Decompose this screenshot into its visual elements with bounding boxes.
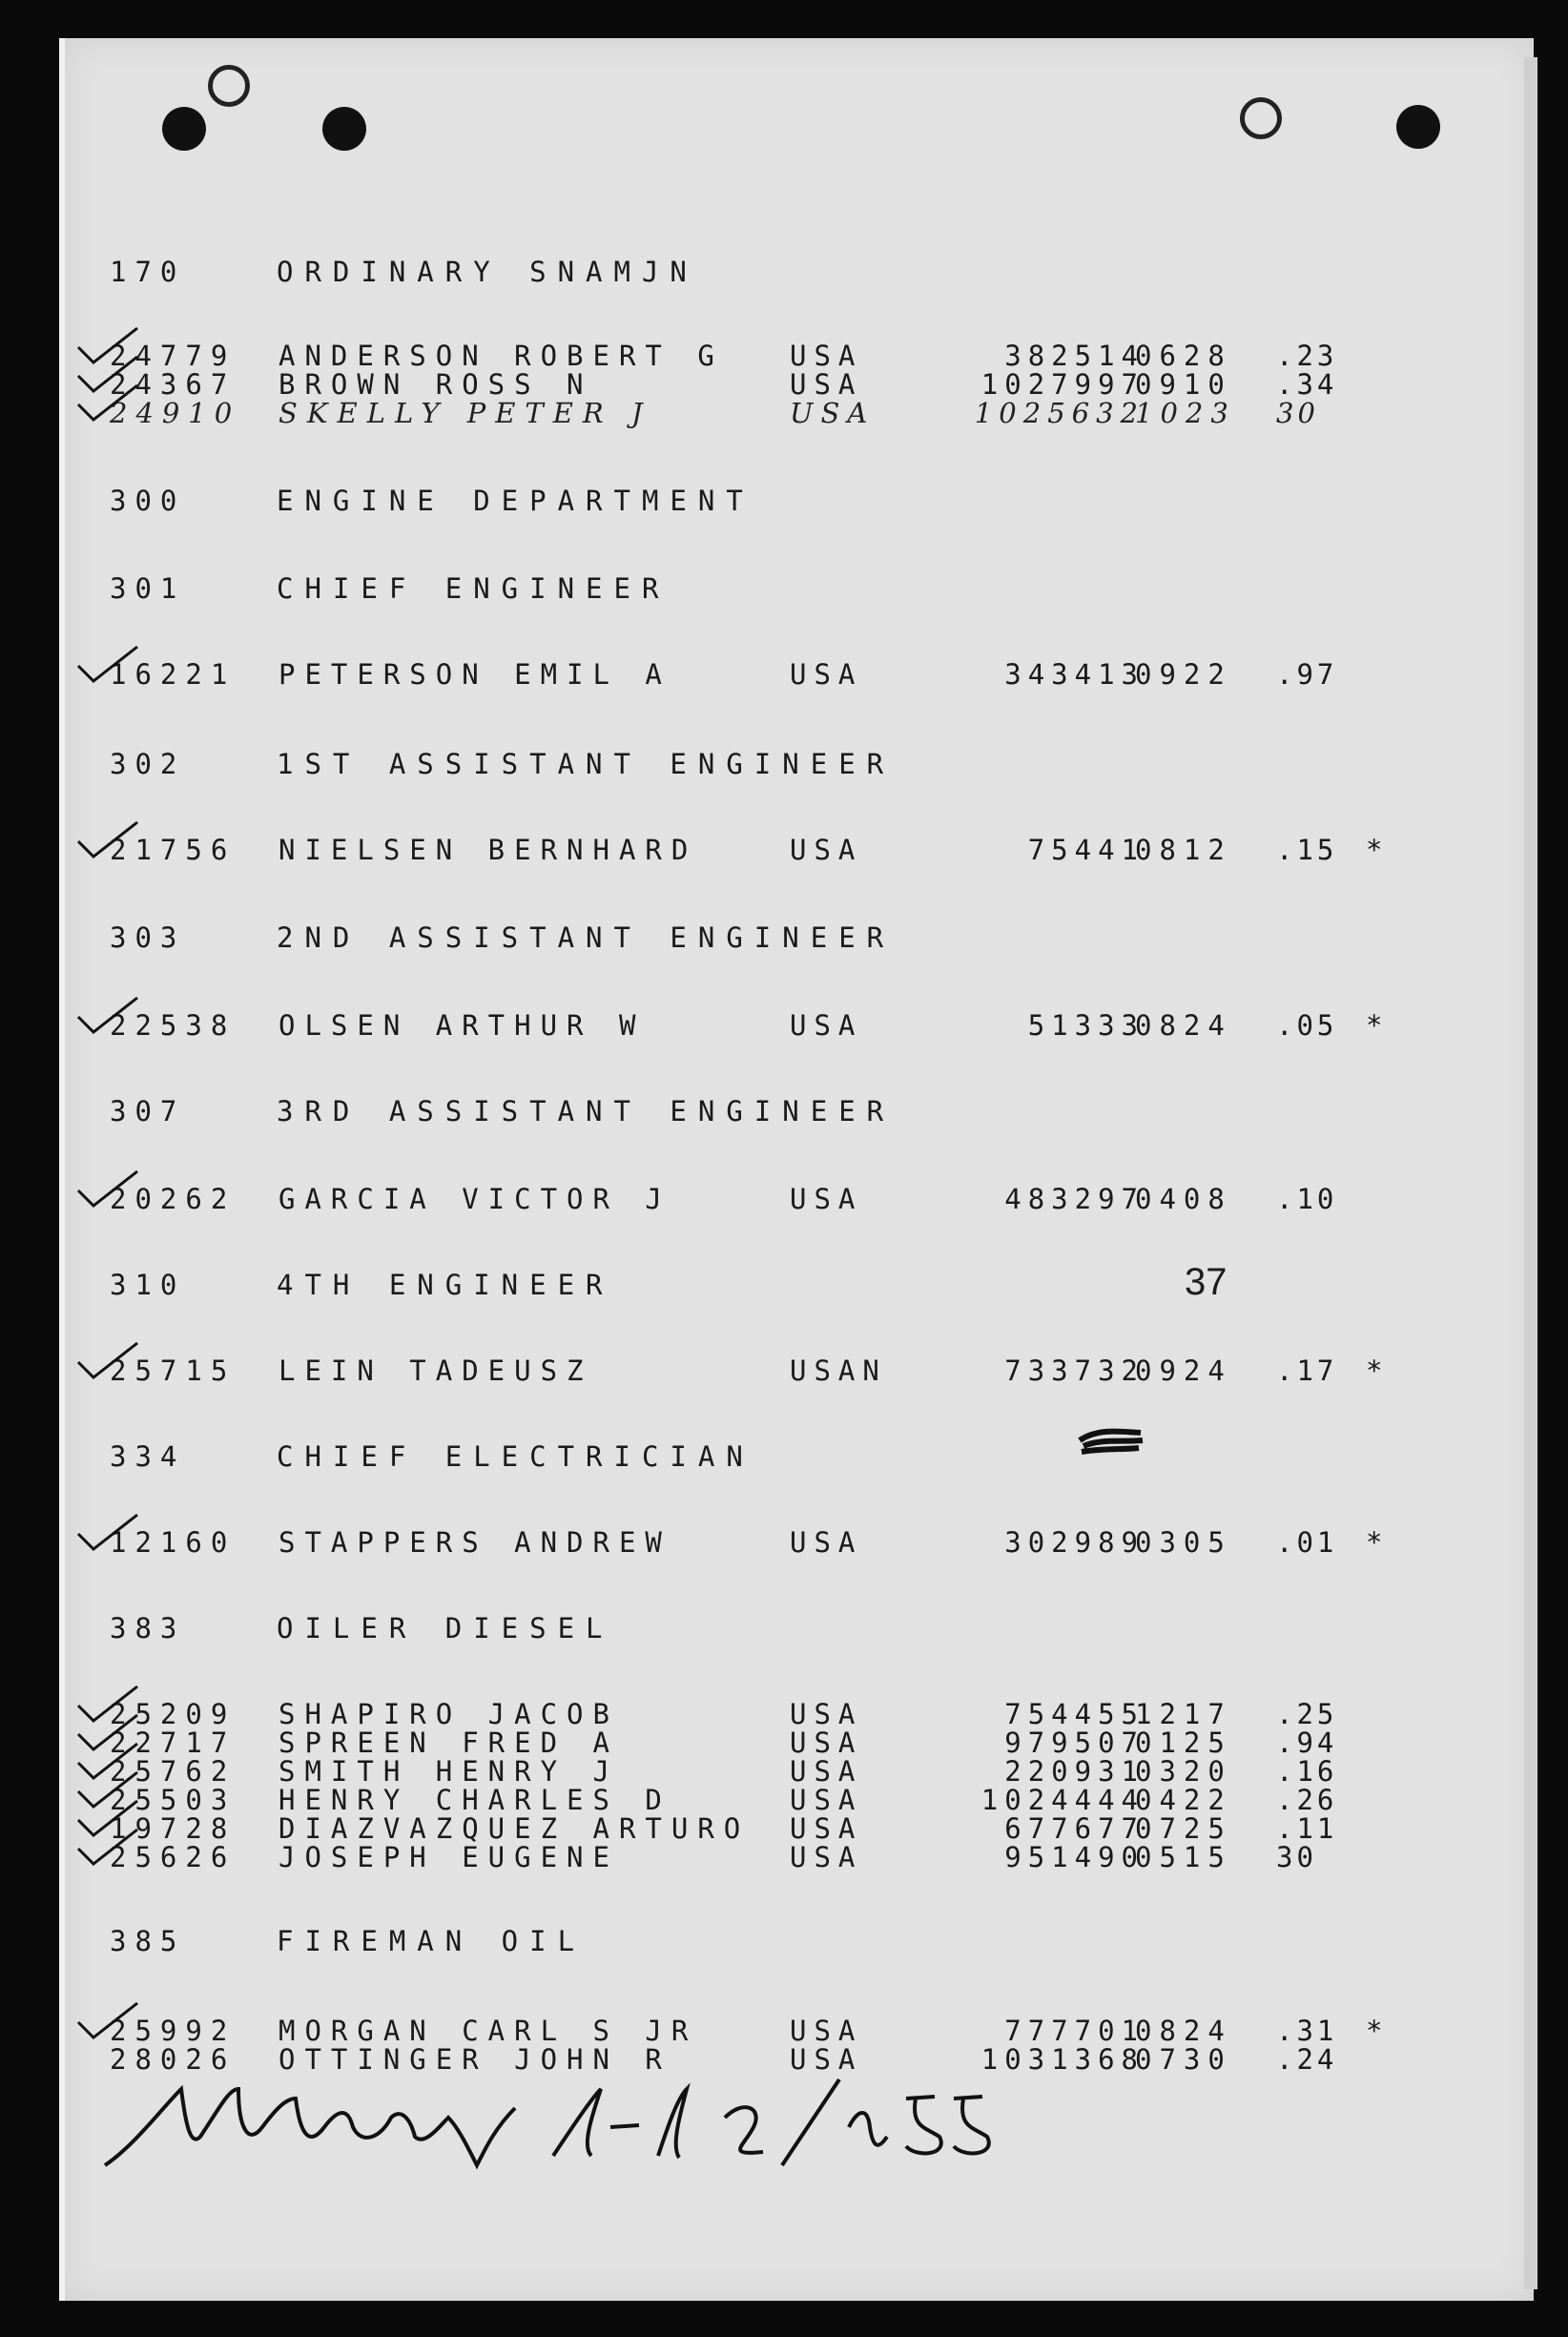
section-header (0, 748, 1469, 786)
crew-document-number: 677677 (1004, 1812, 1145, 1845)
crew-document-number: 1031368 (980, 2043, 1145, 2076)
crew-name: SHAPIRO JACOB (279, 1698, 619, 1730)
crew-citizenship: USA (790, 1727, 863, 1759)
crew-rate: .97 (1276, 658, 1338, 691)
page-number: 37 (1185, 1261, 1228, 1303)
crew-name: DIAZVAZQUEZ ARTURO (279, 1812, 751, 1845)
section-header (0, 1269, 1469, 1307)
section-title: CHIEF ELECTRICIAN (277, 1440, 754, 1473)
crew-row (0, 1355, 1469, 1393)
section-code: 300 (110, 485, 186, 517)
section-code: 385 (110, 1925, 186, 1957)
crew-name: NIELSEN BERNHARD (279, 834, 698, 866)
section-title: 2ND ASSISTANT ENGINEER (277, 921, 896, 954)
crew-flag: * (1366, 2015, 1383, 2047)
paper-edge (1524, 57, 1537, 2289)
crew-citizenship: USA (790, 1784, 863, 1816)
crew-citizenship: USA (790, 1755, 863, 1788)
crew-date: 0320 (1135, 1755, 1232, 1788)
section-header (0, 256, 1469, 294)
section-title: OILER DIESEL (277, 1612, 614, 1644)
crew-citizenship: USA (790, 1841, 863, 1873)
crew-citizenship: USA (790, 1183, 863, 1215)
crew-date: 0515 (1135, 1841, 1232, 1873)
crew-document-number: 343413 (1004, 658, 1145, 691)
crew-document-number: 1025632 (974, 397, 1145, 429)
crew-name: PETERSON EMIL A (279, 658, 671, 691)
crew-id: 25626 (110, 1841, 237, 1873)
punch-hole (208, 65, 250, 107)
crew-date: 0408 (1135, 1183, 1232, 1215)
crew-name: STAPPERS ANDREW (279, 1526, 671, 1559)
crew-flag: * (1366, 1355, 1383, 1387)
crew-document-number: 733732 (1004, 1355, 1145, 1387)
crew-citizenship: USA (790, 1526, 863, 1559)
crew-flag: * (1366, 1009, 1383, 1042)
crew-name: JOSEPH EUGENE (279, 1841, 619, 1873)
crew-rate: .01 (1276, 1526, 1338, 1559)
crew-date: 0125 (1135, 1727, 1232, 1759)
crew-date: 0730 (1135, 2043, 1232, 2076)
crew-rate: .15 (1276, 834, 1338, 866)
crew-citizenship: USA (790, 2015, 863, 2047)
crew-rate: 30 (1276, 397, 1319, 429)
crew-document-number: 220931 (1004, 1755, 1145, 1788)
crew-document-number: 483297 (1004, 1183, 1145, 1215)
crew-name: LEIN TADEUSZ (279, 1355, 593, 1387)
crew-name: OLSEN ARTHUR W (279, 1009, 646, 1042)
section-code: 170 (110, 256, 186, 288)
crew-date: 0628 (1135, 340, 1232, 372)
crew-id: 25715 (110, 1355, 237, 1387)
section-title: ENGINE DEPARTMENT (277, 485, 754, 517)
crew-citizenship: USAN (790, 1355, 887, 1387)
section-header (0, 1440, 1469, 1479)
crew-citizenship: USA (790, 1009, 863, 1042)
crew-id: 22717 (110, 1727, 237, 1759)
crew-id: 28026 (110, 2043, 237, 2076)
crew-document-number: 951490 (1004, 1841, 1145, 1873)
crew-date: 1023 (1135, 397, 1236, 429)
crew-id: 20262 (110, 1183, 237, 1215)
crew-rate: .11 (1276, 1812, 1338, 1845)
crew-id: 25992 (110, 2015, 237, 2047)
section-title: FIREMAN OIL (277, 1925, 587, 1957)
crew-rate: .24 (1276, 2043, 1338, 2076)
section-code: 303 (110, 921, 186, 954)
ink-scribble (1078, 1419, 1145, 1458)
crew-row (0, 1841, 1469, 1879)
section-header (0, 921, 1469, 960)
crew-date: 0924 (1135, 1355, 1232, 1387)
section-code: 307 (110, 1095, 186, 1127)
crew-document-number: 75441 (1027, 834, 1145, 866)
crew-id: 25209 (110, 1698, 237, 1730)
crew-name: GARCIA VICTOR J (279, 1183, 671, 1215)
crew-citizenship: USA (790, 368, 863, 401)
crew-name: ANDERSON ROBERT G (279, 340, 724, 372)
crew-date: 0922 (1135, 658, 1232, 691)
crew-id: 19728 (110, 1812, 237, 1845)
section-header (0, 1925, 1469, 1963)
section-code: 334 (110, 1440, 186, 1473)
section-title: CHIEF ENGINEER (277, 572, 671, 605)
crew-rate: .26 (1276, 1784, 1338, 1816)
crew-date: 0422 (1135, 1784, 1232, 1816)
crew-id: 24910 (110, 397, 241, 429)
section-title: 1ST ASSISTANT ENGINEER (277, 748, 896, 780)
crew-date: 0910 (1135, 368, 1232, 401)
crew-rate: .16 (1276, 1755, 1338, 1788)
section-code: 301 (110, 572, 186, 605)
crew-id: 25762 (110, 1755, 237, 1788)
crew-row (0, 397, 1469, 435)
crew-citizenship: USA (790, 1698, 863, 1730)
crew-rate: 30 (1276, 1841, 1317, 1873)
crew-row (0, 834, 1469, 872)
crew-rate: .31 (1276, 2015, 1338, 2047)
crew-citizenship: USA (790, 1812, 863, 1845)
crew-name: SKELLY PETER J (279, 397, 652, 429)
crew-name: SPREEN FRED A (279, 1727, 619, 1759)
crew-citizenship: USA (790, 397, 876, 429)
crew-rate: .17 (1276, 1355, 1338, 1387)
section-code: 302 (110, 748, 186, 780)
crew-row (0, 1526, 1469, 1564)
section-code: 310 (110, 1269, 186, 1301)
crew-name: MORGAN CARL S JR (279, 2015, 698, 2047)
crew-citizenship: USA (790, 2043, 863, 2076)
punch-hole (322, 107, 366, 151)
crew-document-number: 979507 (1004, 1727, 1145, 1759)
crew-citizenship: USA (790, 834, 863, 866)
crew-document-number: 754455 (1004, 1698, 1145, 1730)
crew-row (0, 658, 1469, 696)
crew-id: 24779 (110, 340, 237, 372)
crew-id: 22538 (110, 1009, 237, 1042)
crew-name: HENRY CHARLES D (279, 1784, 671, 1816)
crew-id: 16221 (110, 658, 237, 691)
crew-document-number: 302989 (1004, 1526, 1145, 1559)
crew-document-number: 51333 (1027, 1009, 1145, 1042)
crew-rate: .23 (1276, 340, 1338, 372)
section-header (0, 1612, 1469, 1650)
crew-document-number: 777701 (1004, 2015, 1145, 2047)
crew-rate: .25 (1276, 1698, 1338, 1730)
section-header (0, 572, 1469, 610)
crew-document-number: 1024444 (980, 1784, 1145, 1816)
crew-id: 24367 (110, 368, 237, 401)
punch-hole (1396, 105, 1440, 149)
crew-name: OTTINGER JOHN R (279, 2043, 671, 2076)
section-title: 4TH ENGINEER (277, 1269, 614, 1301)
crew-flag: * (1366, 1526, 1383, 1559)
crew-id: 25503 (110, 1784, 237, 1816)
crew-rate: .34 (1276, 368, 1338, 401)
crew-id: 12160 (110, 1526, 237, 1559)
crew-name: BROWN ROSS N (279, 368, 593, 401)
handwritten-signature (95, 2070, 1106, 2175)
crew-date: 0824 (1135, 1009, 1232, 1042)
crew-flag: * (1366, 834, 1383, 866)
crew-rate: .10 (1276, 1183, 1338, 1215)
section-code: 383 (110, 1612, 186, 1644)
crew-citizenship: USA (790, 658, 863, 691)
crew-name: SMITH HENRY J (279, 1755, 619, 1788)
crew-citizenship: USA (790, 340, 863, 372)
crew-date: 0305 (1135, 1526, 1232, 1559)
crew-document-number: 1027997 (980, 368, 1145, 401)
crew-row (0, 1009, 1469, 1047)
crew-rate: .94 (1276, 1727, 1338, 1759)
punch-hole (1240, 97, 1282, 139)
crew-date: 0725 (1135, 1812, 1232, 1845)
crew-date: 1217 (1135, 1698, 1232, 1730)
crew-id: 21756 (110, 834, 237, 866)
crew-date: 0824 (1135, 2015, 1232, 2047)
section-header (0, 1095, 1469, 1133)
section-header (0, 485, 1469, 523)
crew-document-number: 382514 (1004, 340, 1145, 372)
crew-rate: .05 (1276, 1009, 1338, 1042)
section-title: ORDINARY SNAMJN (277, 256, 698, 288)
section-title: 3RD ASSISTANT ENGINEER (277, 1095, 896, 1127)
punch-hole (162, 107, 206, 151)
crew-row (0, 1183, 1469, 1221)
crew-date: 0812 (1135, 834, 1232, 866)
